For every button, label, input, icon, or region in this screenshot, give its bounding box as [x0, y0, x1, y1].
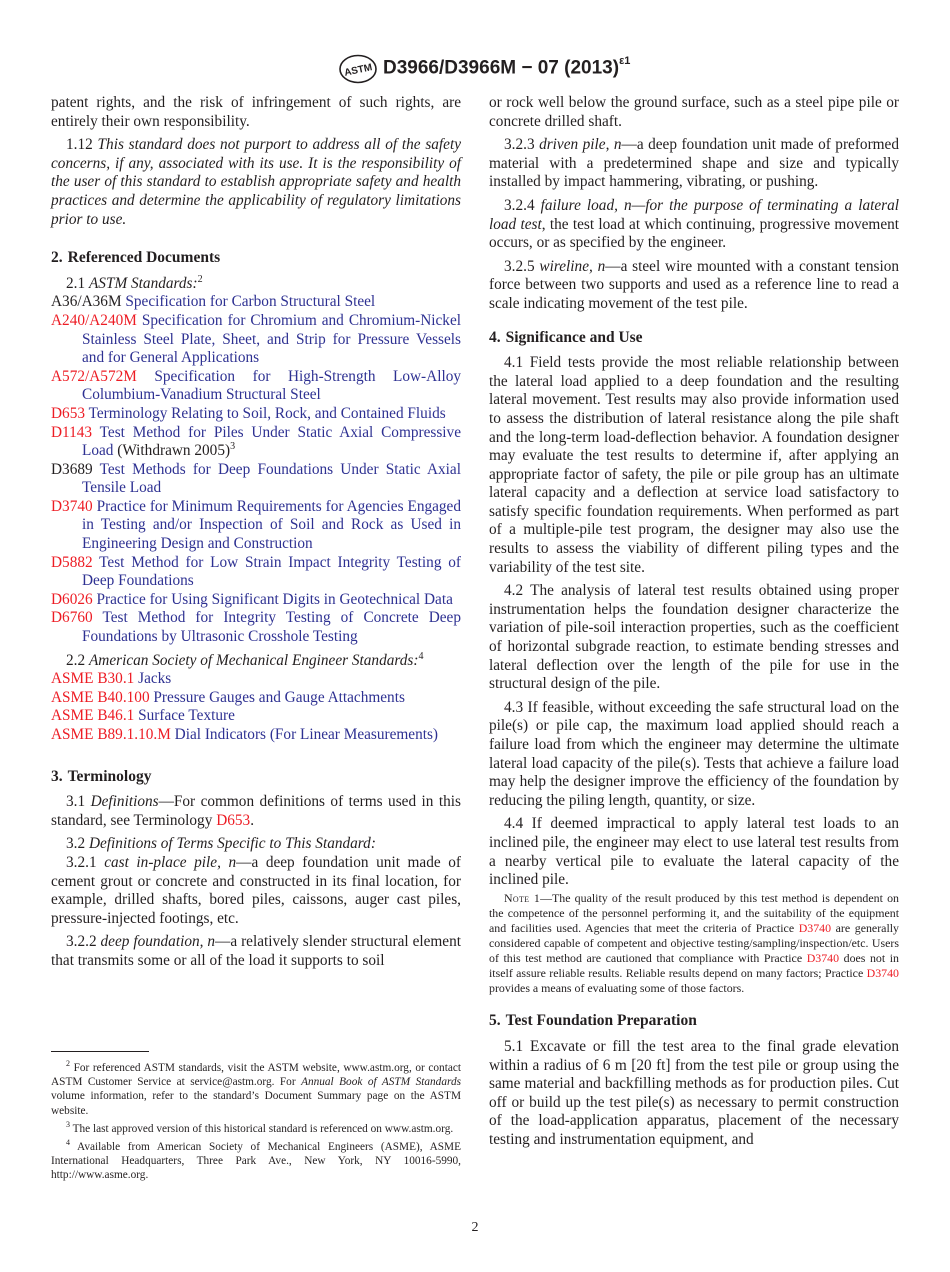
- right-column: [489, 94, 899, 1155]
- asme-reference-item: [51, 689, 461, 708]
- reference-title-link[interactable]: Specification for Carbon Structural Steel: [125, 293, 376, 311]
- reference-title-link[interactable]: Specification for High-Strength Low-Alloy Columbium-Vanadium Structural Steel: [82, 367, 461, 404]
- footnote-rule: [51, 1051, 149, 1052]
- document-id: D3966/D3966M − 07 $(2013)^{\varepsilon 1}$: [383, 55, 631, 79]
- reference-title-link[interactable]: Test Methods for Deep Foundations Under Static Axial Tensile Load: [82, 460, 461, 497]
- reference-item: [51, 405, 461, 424]
- reference-code[interactable]: D1143: [51, 423, 93, 441]
- footnote-2: $^2$ For referenced ASTM standards, visit the ASTM website, www.astm.org, or contact ASTM Customer Service at service@astm.org. For Annual Book of ASTM Standards volume information, refer to the standard’s Document Summary page on the ASTM website.: [51, 1059, 461, 1117]
- asme-reference-code[interactable]: ASME B40.100: [51, 688, 150, 706]
- asme-reference-code[interactable]: ASME B30.1: [51, 670, 135, 688]
- reference-item: [51, 293, 461, 312]
- section-5-heading: 5. Test Foundation Preparation: [489, 1012, 697, 1030]
- reference-title-link[interactable]: Specification for Chromium and Chromium-Nickel Stainless Steel Plate, Sheet, and Strip for Pressure Vessels and for General Applications: [82, 311, 461, 367]
- paragraph-3-2-1: 3.2.1 cast in-place pile, n—a deep foundation unit made of cement grout or concrete and constructed in its final location, for example, drilled shafts, bored piles, caissons, auger cast piles, pressure-injected footings, etc.: [51, 853, 461, 927]
- section-3-heading: 3. Terminology: [51, 767, 152, 785]
- reference-code[interactable]: D653: [51, 404, 85, 422]
- paragraph-patent: patent rights, and the risk of infringement of such rights, are entirely their own responsibility.: [51, 94, 461, 130]
- asme-reference-list: [51, 670, 461, 744]
- reference-title-link[interactable]: Test Method for Low Strain Impact Integrity Testing of Deep Foundations: [82, 553, 461, 590]
- reference-item: [51, 554, 461, 591]
- asme-reference-title-link[interactable]: Jacks: [138, 670, 172, 688]
- reference-item: [51, 368, 461, 405]
- left-column: [51, 94, 461, 976]
- paragraph-3-2-2: 3.2.2 deep foundation, n—a relatively slender structural element that transmits some or all of the load it supports to soil: [51, 933, 461, 969]
- asme-reference-item: [51, 707, 461, 726]
- page-number: 2: [471, 1220, 479, 1235]
- note-1: Note 1—The quality of the result produced by this test method is dependent on the competence of the personnel performing it, and the suitability of the equipment and facilities used. Agencies that meet the criteria of Practice D3740 are generally considered capable of competent and objective testing/sampling/inspection/etc. Users of this test method are cautioned that compliance with Practice D3740 does not in itself assure reliable results. Reliable results depend on many factors; Practice D3740 provides a means of evaluating some of those factors.: [489, 890, 899, 996]
- reference-title-link[interactable]: Terminology Relating to Soil, Rock, and Contained Fluids: [88, 404, 446, 422]
- logo-lettering: ASTM: [343, 62, 374, 79]
- asme-reference-item: [51, 726, 461, 745]
- reference-item: [51, 498, 461, 554]
- link-d653[interactable]: D653: [216, 811, 251, 829]
- section-2-heading: 2. Referenced Documents: [51, 249, 221, 267]
- reference-item: [51, 312, 461, 368]
- reference-code[interactable]: D6026: [51, 590, 93, 608]
- paragraph-3-2-5: 3.2.5 wireline, n—a steel wire mounted with a constant tension force between two supports and used as a reference line to read a scale indicating movement of the test pile.: [489, 257, 899, 312]
- footnote-4: $^4$ Available from American Society of Mechanical Engineers (ASME), ASME International Headquarters, Three Park Ave., New York, NY 10016-5990, http://www.asme.org.: [51, 1138, 461, 1182]
- paragraph-3-1: 3.1 Definitions—For common definitions of terms used in this standard, see Terminology D653.: [51, 793, 461, 829]
- astm-logo-icon: [338, 54, 378, 84]
- paragraph-4-4: 4.4 If deemed impractical to apply lateral test loads to an inclined pile, the engineer may elect to use lateral test results from a nearby vertical pile to evaluate the lateral capacity of the inclined pile.: [489, 815, 900, 889]
- reference-code[interactable]: D5882: [51, 553, 93, 571]
- reference-item: [51, 461, 461, 498]
- asme-reference-title-link[interactable]: Surface Texture: [138, 707, 235, 725]
- paragraph-5-1: 5.1 Excavate or fill the test area to the final grade elevation within a radius of 6 m [20 ft] from the test pile or group using the same material and backfilling methods as for production piles. Cut off or build up the test pile(s) as necessary to permit construction of the load-application apparatus, placement of the necessary testing and instrumentation equipment, and: [489, 1038, 900, 1148]
- asme-reference-item: [51, 670, 461, 689]
- astm-reference-list: [51, 293, 461, 646]
- reference-code[interactable]: A572/A572M: [51, 367, 137, 385]
- asme-reference-code[interactable]: ASME B89.1.10.M: [51, 726, 171, 743]
- section-4-heading: 4. Significance and Use: [489, 328, 643, 346]
- footnote-marker: 3: [230, 441, 236, 452]
- link-d3740-a[interactable]: D3740: [798, 920, 832, 935]
- link-d3740-b[interactable]: D3740: [806, 951, 840, 966]
- paragraph-3-2-4: 3.2.4 failure load, n—for the purpose of terminating a lateral load test, the test load at which continuing, progressive movement occurs, or as specified by the engineer.: [489, 196, 900, 252]
- paragraph-3-2-2-cont: or rock well below the ground surface, such as a steel pipe pile or concrete drilled shaft.: [489, 94, 899, 130]
- paragraph-4-3: 4.3 If feasible, without exceeding the safe structural load on the pile(s) or pile cap, the maximum load applied should reach a failure load from which the engineer may determine the ultimate lateral load capacity of the pile(s). Tests that achieve a failure load may help the designer improve the efficiency of the foundation by reducing the piling length, quantity, or size.: [489, 698, 900, 809]
- reference-title-link[interactable]: Test Method for Integrity Testing of Concrete Deep Foundations by Ultrasonic Crosshole Testing: [82, 609, 461, 646]
- footnote-3: $^3$ The last approved version of this historical standard is referenced on www.astm.org.: [66, 1119, 454, 1135]
- reference-item: [51, 591, 461, 610]
- reference-title-link[interactable]: Practice for Using Significant Digits in Geotechnical Data: [96, 590, 453, 608]
- link-d3740-c[interactable]: D3740: [866, 966, 899, 981]
- paragraph-3-2-3: 3.2.3 driven pile, n—a deep foundation unit made of preformed material with a predetermined shape and size and typically installed by impact hammering, vibrating, or pushing.: [489, 136, 899, 191]
- reference-item: [51, 609, 461, 646]
- asme-reference-code[interactable]: ASME B46.1: [51, 707, 135, 725]
- paragraph-4-1: 4.1 Field tests provide the most reliable relationship between the lateral load applied to a deep foundation and the resulting lateral movement. Test results may also provide information used to assess the distribution of lateral resistance along the pile shaft and the long-term load-deflection behavior. A foundation designer may evaluate the test results to determine if, after applying an appropriate factor of safety, the pile or pile group has an ultimate lateral capacity and a deflection at service load satisfactory to satisfy specific foundation requirements. When performed as part of a multiple-pile test program, the designer may also use the results to assess the viability of different piling types and the variability of the test site.: [489, 354, 900, 576]
- epsilon-mark: ε1: [619, 55, 631, 67]
- reference-code: D3689: [51, 460, 93, 478]
- page-header: [0, 50, 950, 90]
- reference-title-link[interactable]: Practice for Minimum Requirements for Agencies Engaged in Testing and/or Inspection of Soil and Rock as Used in Engineering Design and Construction: [82, 497, 461, 553]
- reference-code[interactable]: D3740: [51, 497, 93, 515]
- reference-note: (Withdrawn 2005): [113, 442, 231, 460]
- paragraph-1-12: 1.12 This standard does not purport to address all of the safety concerns, if any, associated with its use. It is the responsibility of the user of this standard to establish appropriate safety and health practices and determine the applicability of regulatory limitations prior to use.: [51, 136, 461, 228]
- reference-code[interactable]: A240/A240M: [51, 311, 137, 329]
- footnotes: [51, 1057, 461, 1183]
- asme-reference-title-link[interactable]: Pressure Gauges and Gauge Attachments: [153, 688, 405, 706]
- paragraph-2-2: 2.2 American Society of Mechanical Engineer Standards:$^4$: [66, 650, 424, 669]
- paragraph-2-1: 2.1 ASTM Standards:$^2$: [66, 273, 203, 292]
- reference-code[interactable]: D6760: [51, 609, 93, 627]
- asme-reference-title-link[interactable]: Dial Indicators (For Linear Measurements): [174, 726, 439, 743]
- reference-code: A36/A36M: [51, 293, 122, 311]
- paragraph-3-2: 3.2 Definitions of Terms Specific to This Standard:: [66, 835, 376, 853]
- paragraph-4-2: 4.2 The analysis of lateral test results obtained using proper instrumentation helps the foundation designer characterize the variation of pile-soil interaction properties, such as the coefficient of horizontal subgrade reaction, to estimate bending stresses and lateral deflection over the length of the pile for use in the structural design of the pile.: [489, 582, 899, 693]
- reference-title-link[interactable]: Test Method for Piles Under Static Axial Compressive Load: [82, 423, 461, 460]
- reference-item: [51, 424, 461, 461]
